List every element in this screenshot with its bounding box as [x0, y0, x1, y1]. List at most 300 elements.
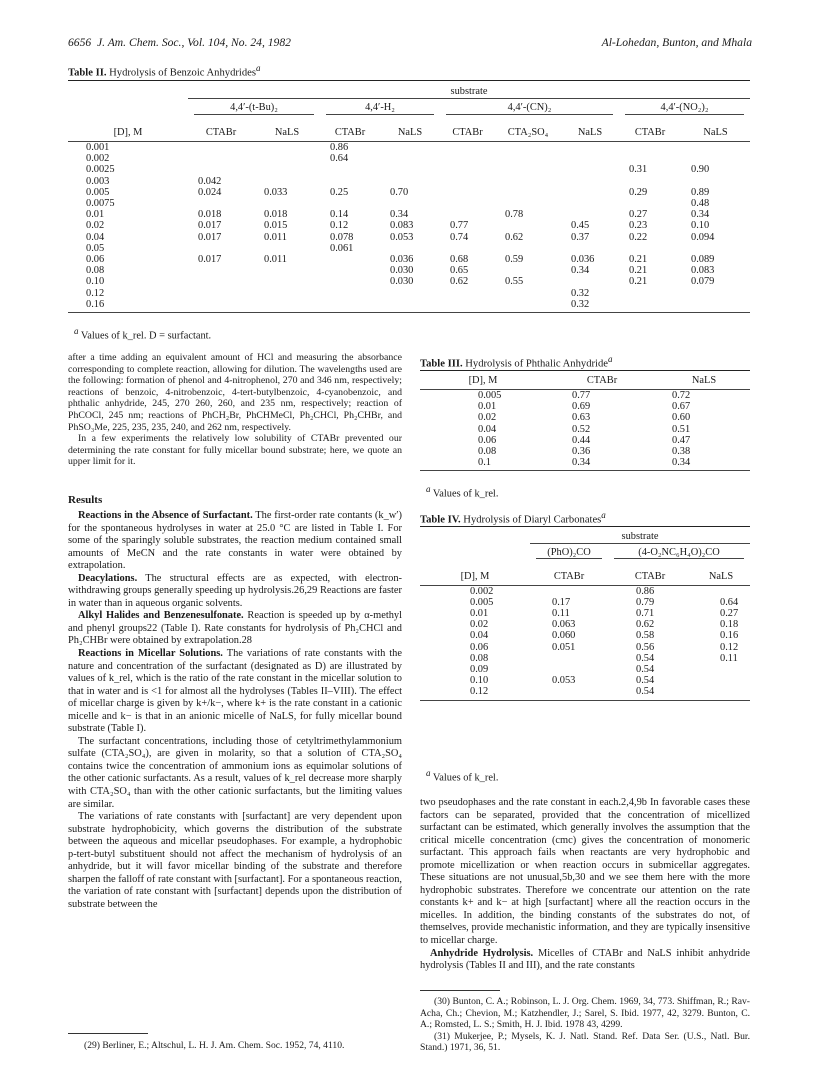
table2-cell: 0.089	[691, 253, 715, 265]
table2-cell	[188, 288, 254, 299]
table4-cell: 0.64	[720, 596, 739, 608]
paragraph: Reaction is speeded up by α-methyl and phenyl groups22 (Table I). Rate constants for hydrolysis of Ph₂CHCl and Ph₂CHBr were obtained by extrapolation.28	[68, 610, 403, 647]
table2-row-label: 0.0025	[86, 164, 115, 176]
table2-cell: 0.017	[198, 253, 222, 265]
table2-cell	[561, 153, 619, 164]
footnotes-right	[420, 996, 750, 1054]
table2-cell	[495, 220, 561, 231]
table4-cell: 0.56	[636, 641, 655, 653]
table2-cell: 0.22	[629, 231, 648, 243]
table3-cell: 0.69	[572, 401, 591, 413]
table-row	[68, 299, 750, 310]
table2-cell	[188, 299, 254, 310]
table4-caption: Table IV. Hydrolysis of Diaryl Carbonates$^a$	[420, 510, 606, 526]
footnote-31: (31) Mukerjee, P.; Mysels, K. J. Natl. Stand. Ref. Data Ser. (U.S., Natl. Bur. Stand.) 1971, 36, 51.	[420, 1030, 750, 1053]
table2-cell: 0.036	[390, 253, 414, 265]
table2-title: Hydrolysis of Benzoic Anhydrides	[109, 67, 256, 79]
table2-cell	[681, 153, 750, 164]
table4-row-label: 0.04	[470, 630, 489, 642]
table-row	[420, 597, 750, 608]
table2-cell	[440, 187, 495, 198]
table2-cell	[188, 265, 254, 276]
section-head: Reactions in Micellar Solutions.	[78, 648, 223, 660]
table3-row-label: 0.01	[478, 401, 497, 413]
table2-cell	[495, 288, 561, 299]
paragraph: In a few experiments the relatively low solubility of CTABr prevented our determining the rate constant for fully micellar bound substrate; here, we quote an upper limit for it.	[68, 433, 402, 468]
table2-cell: 0.23	[629, 220, 648, 232]
table-row	[420, 424, 750, 435]
table3-row-label: 0.06	[478, 434, 497, 446]
table2-cell: 0.77	[450, 220, 469, 232]
table4-cell: 0.053	[552, 675, 576, 687]
table2-cell: 0.033	[264, 186, 288, 198]
table2-row-label: 0.003	[86, 175, 110, 187]
table-row	[420, 435, 750, 446]
table2-cell	[440, 198, 495, 209]
discussion-text	[420, 797, 750, 973]
table3-cell: 0.36	[572, 446, 591, 458]
table-row	[420, 446, 750, 457]
table2-cell	[495, 299, 561, 310]
table4-spanner: substrate	[530, 531, 750, 544]
paragraph: The variations of rate constants with the nature and concentration of the surfactant (designated as D) are illustrated by values of k_rel, which is the ratio of the rate constant in the micellar solution to that in water and is <1 for almost all the hydrolyses (Tables II–VIII). The effect of micellar charge is given by k+/k−, where k+ is the rate constant in a cationic micelle and k− is that in an anionic micelle of NaLS, for fully micellar bound substrate (Table I).	[68, 648, 402, 735]
paragraph: The surfactant concentrations, including those of cetyltrimethylammonium sulfate (CTA₂SO₄), are given in molarity, so that a solution of CTA₂SO₄ contains twice the concentration of ammonium ions as equimolar solutions of the other cationic surfactants. As a result, values of k_rel decrease more sharply with CTA₂SO₄ than with the other cationic surfactants, but the limiting values are similar.	[68, 735, 402, 810]
table-row	[68, 243, 750, 254]
table4-row-label: 0.06	[470, 641, 489, 653]
table-row	[420, 585, 750, 597]
table4-cell: 0.58	[636, 630, 655, 642]
table4-cell: 0.12	[720, 641, 739, 653]
table-row	[68, 276, 750, 287]
table4-cell: 0.54	[636, 652, 655, 664]
table2-row-label: 0.10	[86, 276, 105, 288]
table3-cell: 0.47	[672, 434, 691, 446]
table3-cell: 0.34	[572, 457, 591, 469]
table-row	[420, 619, 750, 630]
table2-cell	[188, 153, 254, 164]
table2-cell	[254, 276, 320, 287]
table2-cell: 0.21	[629, 253, 648, 265]
footnote-divider	[420, 990, 500, 991]
table2-col-header: NaLS	[397, 126, 423, 138]
table4-row-label: 0.09	[470, 664, 489, 676]
table3-title: Hydrolysis of Phthalic Anhydride	[465, 358, 608, 370]
table2-cell	[619, 198, 681, 209]
table2-cell	[561, 164, 619, 175]
table-row	[420, 653, 750, 664]
table4-cell: 0.051	[552, 641, 576, 653]
table-row	[68, 209, 750, 220]
table2-cell	[681, 299, 750, 310]
table2-cell: 0.78	[505, 209, 524, 221]
running-header-authors: Al-Lohedan, Bunton, and Mhala	[601, 36, 752, 49]
table2-cell	[440, 209, 495, 220]
table2-cell	[320, 176, 380, 187]
table4-cell: 0.54	[636, 675, 655, 687]
table2-cell	[681, 243, 750, 254]
table2-cell: 0.030	[390, 276, 414, 288]
table2-cell	[681, 288, 750, 299]
table2-cell	[619, 243, 681, 254]
table2-cell	[380, 176, 440, 187]
table4-cell: 0.17	[552, 596, 571, 608]
section-head: Alkyl Halides and Benzenesulfonate.	[78, 610, 244, 622]
table2-row-label: 0.01	[86, 209, 105, 221]
table2-row-label: 0.08	[86, 265, 105, 277]
table2-cell: 0.55	[505, 276, 524, 288]
table3-cell: 0.67	[672, 401, 691, 413]
table4-row-label: 0.10	[470, 675, 489, 687]
table-row	[420, 390, 750, 402]
table2-row-label: 0.16	[86, 298, 105, 310]
table-row	[420, 608, 750, 619]
table-row	[68, 265, 750, 276]
table2-footnote-text: Values of k_rel. D = surfactant.	[80, 330, 212, 342]
table2-group: 4,4′-H₂	[365, 102, 395, 114]
table2-col-header: NaLS	[274, 126, 300, 138]
table2-cell: 0.083	[691, 265, 715, 277]
table4-cell	[530, 585, 608, 597]
table2-cell: 0.015	[264, 220, 288, 232]
table2-row-label: 0.06	[86, 253, 105, 265]
table2-cell	[188, 276, 254, 287]
table2-cell: 0.011	[264, 231, 287, 243]
table4-cell: 0.54	[636, 664, 655, 676]
table-row	[420, 630, 750, 641]
table4-group: (PhO)₂CO	[547, 547, 591, 559]
table3-row-label: 0.005	[478, 390, 502, 401]
table2-row-label: 0.05	[86, 242, 105, 254]
table2-cell: 0.62	[450, 276, 469, 288]
table2-cell: 0.68	[450, 253, 469, 265]
table-row	[420, 401, 750, 412]
paragraph: Micelles of CTABr and NaLS inhibit anhydride hydrolysis (Tables II and III), and the rate constants	[420, 947, 750, 972]
table4	[420, 526, 750, 701]
table4-cell: 0.27	[720, 608, 739, 619]
table2-cell	[254, 198, 320, 209]
running-header-left	[68, 36, 291, 49]
table2-row-label: 0.001	[86, 141, 110, 153]
paragraph: The first-order rate contants (k_w′) for the spontaneous hydrolyses in water at 25.0 °C are listed in Table I. For some of the sparingly soluble substrates, the reaction medium contained small amounts of MeCN and the rate constants in water were obtained by extrapolation.	[68, 510, 402, 572]
table2-cell	[380, 153, 440, 164]
table4-footnote: a Values of k_rel.	[426, 768, 499, 784]
table2-cell	[561, 141, 619, 153]
table2-cell	[619, 299, 681, 310]
table2-cell	[254, 164, 320, 175]
page-number: 6656	[68, 36, 92, 49]
table2-cell	[188, 243, 254, 254]
table2-cell	[440, 243, 495, 254]
table2-cell: 0.024	[198, 186, 222, 198]
table2-cell	[254, 176, 320, 187]
table2-cell	[320, 299, 380, 310]
table2-row-label: 0.0075	[86, 197, 115, 209]
table3-cell: 0.72	[672, 390, 691, 401]
table4-col-header: CTABr	[553, 570, 585, 582]
section-head: Reactions in the Absence of Surfactant.	[78, 510, 253, 521]
table2-cell: 0.29	[629, 186, 648, 198]
table2-cell	[681, 141, 750, 153]
table4-cell	[692, 664, 750, 675]
table2-cell: 0.74	[450, 231, 469, 243]
table3-row-label: 0.04	[478, 423, 497, 435]
table4-cell	[530, 686, 608, 697]
table2-cell: 0.10	[691, 220, 710, 232]
table2-cell: 0.078	[330, 231, 354, 243]
table4-col-header: [D], M	[460, 570, 490, 582]
table2-cell: 0.48	[691, 197, 710, 209]
table4-cell: 0.79	[636, 596, 655, 608]
table4-cell	[530, 653, 608, 664]
table2-cell	[254, 299, 320, 310]
table4-col-header: NaLS	[708, 570, 734, 582]
table4-cell	[692, 686, 750, 697]
table-row	[420, 642, 750, 653]
table2-cell	[440, 288, 495, 299]
section-head: Deacylations.	[78, 572, 138, 584]
table-row	[68, 153, 750, 164]
table4-cell: 0.71	[636, 608, 655, 619]
table-row	[68, 187, 750, 198]
table2	[68, 80, 750, 313]
table2-spanner: substrate	[188, 86, 750, 99]
table4-title: Hydrolysis of Diaryl Carbonates	[463, 514, 602, 526]
table2-cell: 0.34	[571, 265, 590, 277]
table2-cell	[495, 198, 561, 209]
table4-cell: 0.18	[720, 619, 739, 631]
table2-cell: 0.86	[330, 141, 349, 153]
table2-cell: 0.017	[198, 231, 222, 243]
table2-cell	[380, 198, 440, 209]
table2-cell	[254, 141, 320, 153]
table4-cell	[692, 675, 750, 686]
table4-row-label: 0.002	[470, 585, 494, 597]
table2-cell	[254, 265, 320, 276]
table3-row-label: 0.1	[478, 457, 491, 469]
paragraph: two pseudophases and the rate constant in each.2,4,9b In favorable cases these factors can be separated, provided that the concentration of micellized surfactant can be estimated, which generally involves the assumption that the critical micelle concentration (cmc) gives the concentration of monomeric surfactant. This approach fails when reactants are very hydrophobic and promote micellization or when reaction occurs in submicellar aggregates. These situations are not unusual,5b,30 and we see them here with the more hydrophobic substrates. Therefore we concentrate our attention on the rate constants k+ and k− at high [surfactant] where all the reaction occurs in the micelles. In addition, the binding constants of the substrates do not, of themselves, provide mechanistic information, and they are typically insensitive to micellar charge.	[420, 797, 750, 947]
footnote-30: (30) Bunton, C. A.; Robinson, L. J. Org. Chem. 1969, 34, 773. Shiffman, R.; Rav-Acha, Ch.; Chevion, M.; Katzhendler, J.; Sarel, S. Ibid. 1977, 42, 3279. Bunton, C. A.; Romsted, L. S.; Smith, H. J. Ibid. 1978 43, 4299.	[420, 996, 750, 1030]
table2-cell: 0.89	[691, 186, 710, 198]
table4-row-label: 0.12	[470, 686, 489, 698]
table2-cell	[561, 243, 619, 254]
table2-cell: 0.37	[571, 231, 590, 243]
paragraph: The variations of rate constants with [surfactant] are very dependent upon substrate hydrophobicity, which governs the distribution of the substrate between the aqueous and micellar pseudophases. For example, a hydrophobic p-tert-butyl substituent should not affect the mechanism of hydrolysis of an anhydride, but it will favor micellar binding of the substrate and therefore sharpen the falloff of rate constant with [surfactant]. For a spontaneous reaction, the variation of rate constant with [surfactant] depends upon the distribution of substrate between the	[68, 811, 402, 910]
table2-row-label: 0.02	[86, 220, 105, 232]
table2-cell	[320, 265, 380, 276]
footnote-29: (29) Berliner, E.; Altschul, L. H. J. Am. Chem. Soc. 1952, 74, 4110.	[84, 1040, 345, 1051]
table2-cell	[561, 209, 619, 220]
paragraph: The structural effects are as expected, with electron-withdrawing groups generally speeding up hydrolysis.26,29 Reactions are faster in water than in aqueous organic solvents.	[68, 572, 402, 609]
table2-cell: 0.018	[264, 209, 288, 221]
table2-cell	[380, 141, 440, 153]
table2-label: Table II.	[68, 67, 107, 79]
table3-footnote: a Values of k_rel.	[426, 484, 499, 500]
table2-cell	[320, 288, 380, 299]
table2-group: 4,4′-(NO₂)₂	[660, 102, 709, 114]
table2-cell: 0.030	[390, 265, 414, 277]
table3-caption: Table III. Hydrolysis of Phthalic Anhydride$^a$	[420, 354, 613, 370]
table2-cell: 0.14	[330, 209, 349, 221]
table2-cell: 0.31	[629, 164, 648, 176]
table-row	[420, 686, 750, 697]
paragraph: after a time adding an equivalent amount of HCl and measuring the absorbance corresponding to complete reaction, allowing for dilution. The wavelengths used are the following: formation of phenol and 4-nitrophenol, 270 and 346 nm, respectively; reactions of benzoic, 4-nitrobenzoic, 4-tert-butylbenzoic, 4-cyanobenzoic, and phthalic anhydride, 245, 270 260, 260, and 235 nm, respectively; reaction of PhCOCl, 245 nm; reactions of PhCH₂Br, PhCHMeCl, Ph₂CHCl, Ph₂CHBr, and PhSO₃Me, 225, 235, 235, 240, and 262 nm, respectively.	[68, 352, 402, 433]
table4-label: Table IV.	[420, 514, 461, 526]
table-row	[68, 176, 750, 187]
table2-cell: 0.32	[571, 298, 590, 310]
table2-footnote: a Values of k_rel. D = surfactant.	[74, 326, 212, 342]
table2-cell	[495, 153, 561, 164]
table3-col-header: NaLS	[691, 375, 717, 386]
table3	[420, 370, 750, 471]
table4-cell: 0.060	[552, 630, 576, 642]
table2-cell: 0.90	[691, 164, 710, 176]
table2-cell: 0.011	[264, 253, 287, 265]
table2-cell: 0.094	[691, 231, 715, 243]
table2-cell	[495, 243, 561, 254]
table2-cell	[254, 153, 320, 164]
table2-col-header: CTABr	[452, 126, 483, 138]
table4-cell	[530, 664, 608, 675]
table2-cell	[495, 176, 561, 187]
table2-cell	[380, 299, 440, 310]
table2-cell: 0.64	[330, 153, 349, 165]
table4-cell	[692, 585, 750, 597]
table2-cell: 0.62	[505, 231, 524, 243]
table4-group: (4-O₂NC₆H₄O)₂CO	[638, 547, 720, 559]
table2-cell: 0.70	[390, 186, 409, 198]
table3-cell: 0.51	[672, 423, 691, 435]
table-row	[420, 664, 750, 675]
table2-cell	[320, 254, 380, 265]
table2-cell: 0.21	[629, 276, 648, 288]
table2-cell	[254, 288, 320, 299]
table2-caption: Table II. Hydrolysis of Benzoic Anhydrides$^a$	[68, 63, 261, 79]
table2-row-header: [D], M	[113, 126, 143, 138]
table2-cell	[495, 187, 561, 198]
table2-cell	[380, 288, 440, 299]
table2-cell: 0.061	[330, 242, 354, 254]
table2-col-header: CTABr	[205, 126, 237, 138]
table2-cell	[619, 288, 681, 299]
table2-cell: 0.34	[691, 209, 710, 221]
table3-footnote-text: Values of k_rel.	[432, 488, 499, 500]
table2-group: 4,4′-(t-Bu)₂	[230, 102, 278, 114]
results-heading: Results	[68, 494, 103, 506]
table3-col-header: CTABr	[586, 375, 618, 386]
table2-col-header: CTABr	[634, 126, 666, 138]
table2-row-label: 0.005	[86, 186, 110, 198]
table2-col-header: NaLS	[577, 126, 603, 138]
table2-cell: 0.65	[450, 265, 469, 277]
table2-cell	[440, 164, 495, 175]
table4-cell: 0.11	[720, 652, 738, 664]
table2-row-label: 0.04	[86, 231, 105, 243]
table2-cell: 0.27	[629, 209, 648, 221]
table4-cell: 0.11	[552, 608, 570, 619]
table2-cell: 0.036	[571, 253, 595, 265]
table4-cell: 0.063	[552, 619, 576, 631]
table2-cell	[440, 141, 495, 153]
table4-cell: 0.16	[720, 630, 739, 642]
table4-row-label: 0.02	[470, 619, 489, 631]
table3-cell: 0.52	[572, 423, 591, 435]
table3-cell: 0.38	[672, 446, 691, 458]
table2-cell: 0.083	[390, 220, 414, 232]
table3-row-label: 0.08	[478, 446, 497, 458]
table3-label: Table III.	[420, 358, 463, 370]
table4-cell: 0.86	[636, 585, 655, 597]
table-row	[420, 412, 750, 423]
table2-cell: 0.45	[571, 220, 590, 232]
table-row	[68, 164, 750, 175]
table-row	[68, 232, 750, 243]
table3-cell: 0.60	[672, 412, 691, 424]
table2-cell	[440, 299, 495, 310]
table4-cell: 0.54	[636, 686, 655, 698]
table-row	[68, 254, 750, 265]
table2-cell: 0.12	[330, 220, 349, 232]
table2-cell: 0.25	[330, 186, 349, 198]
table4-row-label: 0.005	[470, 596, 494, 608]
table2-col-header: NaLS	[703, 126, 728, 138]
table2-group: 4,4′-(CN)₂	[507, 102, 552, 114]
table4-row-label: 0.08	[470, 652, 489, 664]
table2-cell	[440, 153, 495, 164]
table2-col-header: CTA₂SO₄	[507, 126, 549, 138]
table2-cell	[188, 198, 254, 209]
table2-cell	[320, 198, 380, 209]
table2-cell: 0.053	[390, 231, 414, 243]
table2-cell	[495, 265, 561, 276]
table2-col-header: CTABr	[334, 126, 366, 138]
table2-row-label: 0.12	[86, 287, 105, 299]
table2-cell: 0.018	[198, 209, 222, 221]
table2-cell	[380, 164, 440, 175]
table2-cell	[561, 187, 619, 198]
table4-col-header: CTABr	[634, 570, 666, 582]
table-row	[68, 141, 750, 153]
table-row	[420, 457, 750, 468]
table2-cell	[188, 164, 254, 175]
table2-cell: 0.32	[571, 287, 590, 299]
table2-cell	[561, 176, 619, 187]
table3-cell: 0.34	[672, 457, 691, 469]
table2-cell	[320, 276, 380, 287]
table3-cell: 0.63	[572, 412, 591, 424]
table-row	[420, 675, 750, 686]
table2-cell	[619, 141, 681, 153]
table3-cell: 0.77	[572, 390, 591, 401]
footnote-divider	[68, 1033, 148, 1034]
table2-cell: 0.21	[629, 265, 648, 277]
table2-cell: 0.59	[505, 253, 524, 265]
table2-cell	[495, 164, 561, 175]
table2-cell	[561, 198, 619, 209]
section-head: Anhydride Hydrolysis.	[430, 947, 534, 959]
table2-cell	[440, 176, 495, 187]
table2-cell	[254, 243, 320, 254]
table-row	[68, 288, 750, 299]
table2-cell	[561, 276, 619, 287]
table2-cell: 0.017	[198, 220, 222, 232]
table-row	[68, 198, 750, 209]
table4-cell: 0.62	[636, 619, 655, 631]
table2-cell	[188, 141, 254, 153]
table2-cell	[681, 176, 750, 187]
table2-cell: 0.34	[390, 209, 409, 221]
journal-citation: J. Am. Chem. Soc., Vol. 104, No. 24, 1982	[96, 36, 291, 49]
table3-col-header: [D], M	[468, 375, 498, 386]
